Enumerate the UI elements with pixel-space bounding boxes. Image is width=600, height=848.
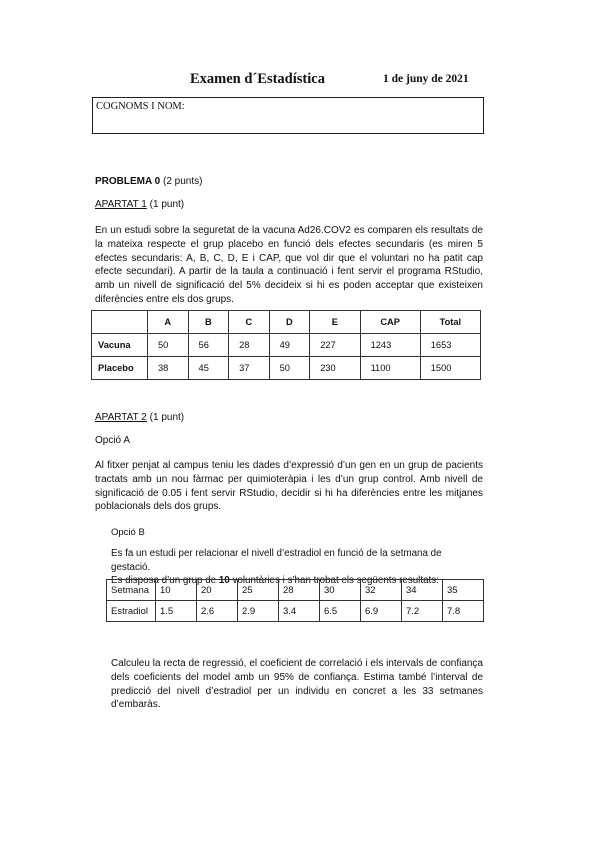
table-header-cell: D <box>269 311 310 334</box>
apartat2-points: (1 punt) <box>149 412 185 423</box>
table-cell: 35 <box>443 580 484 601</box>
table-header-cell: E <box>310 311 360 334</box>
table-cell: 28 <box>229 334 270 357</box>
table-cell: 56 <box>188 334 229 357</box>
table-row <box>92 334 481 357</box>
table-header-row <box>92 311 481 334</box>
table-row <box>107 580 484 601</box>
table-cell: 1500 <box>420 357 480 380</box>
opcio-a-text: Al fitxer penjat al campus teniu les dades d’expressió d’un gen en un grup de pacients tractats amb un nou fàrmac per quimioteràpia i les d’un grup control. Amb nivell de significació de 0.05 i fent servir RStudio, decidir si hi ha diferències entre les mitjanes poblacionals dels dos grups. <box>95 460 483 513</box>
table-cell: 1243 <box>360 334 420 357</box>
table-cell: 2.9 <box>238 601 279 622</box>
table-header-cell: Total <box>420 311 480 334</box>
name-field-box[interactable] <box>92 97 484 134</box>
apartat2-title: APARTAT 2 <box>95 412 147 423</box>
table-cell: 32 <box>361 580 402 601</box>
table-cell: 20 <box>197 580 238 601</box>
side-effects-table <box>91 310 481 380</box>
table-cell: 7.2 <box>402 601 443 622</box>
table-cell: 37 <box>229 357 270 380</box>
apartat1-text: En un estudi sobre la seguretat de la vacuna Ad26.COV2 es comparen els resultats de la mateixa respecte el grup placebo en funció dels efectes secundaris (es miren 5 efectes secundaris: A, B, C, D, E i CAP, que vol dir que el voluntari no ha patit cap efecte secundari). A partir de la taula a continuació i fent servir el programa RStudio, amb un nivell de significació del 5% decideix si hi es poden acceptar que existeixen diferències entre els dos grups. <box>95 225 483 305</box>
table-cell: 10 <box>156 580 197 601</box>
apartat1-heading <box>95 199 184 210</box>
intro-text: Es disposa d’un grup de <box>111 575 219 586</box>
table-cell: 6.9 <box>361 601 402 622</box>
table-cell: 38 <box>148 357 189 380</box>
table-cell: 2.6 <box>197 601 238 622</box>
intro-text: voluntàries i s’han trobat els següents resultats: <box>229 575 439 586</box>
problem-heading <box>95 176 202 187</box>
opcio-b-intro-line1: Es fa un estudi per relacionar el nivell d’estradiol en funció de la setmana de gestació. <box>111 548 442 573</box>
table-row-label: Vacuna <box>92 334 148 357</box>
table-cell: 6.5 <box>320 601 361 622</box>
table-header-cell <box>92 311 148 334</box>
table-cell: 28 <box>279 580 320 601</box>
table-row-label: Estradiol <box>107 601 156 622</box>
apartat1-title: APARTAT 1 <box>95 199 147 210</box>
problem-points: (2 punts) <box>162 176 203 187</box>
estradiol-table <box>106 579 484 622</box>
table-cell: 45 <box>188 357 229 380</box>
table-row <box>107 601 484 622</box>
table-cell: 49 <box>269 334 310 357</box>
intro-count: 10 <box>218 575 230 586</box>
table-header-cell: A <box>148 311 189 334</box>
table-cell: 1100 <box>360 357 420 380</box>
problem-title: PROBLEMA 0 <box>95 176 161 187</box>
table-cell: 1653 <box>420 334 480 357</box>
name-field-label: COGNOMS I NOM: <box>96 101 185 112</box>
exam-date: 1 de juny de 2021 <box>383 73 469 85</box>
table-cell: 227 <box>310 334 360 357</box>
table-row-label: Placebo <box>92 357 148 380</box>
table-cell: 7.8 <box>443 601 484 622</box>
table-cell: 1.5 <box>156 601 197 622</box>
opcio-b-question: Calculeu la recta de regressió, el coeficient de correlació i els intervals de confiança dels coeficients del model amb un 95% de confiança. Estima també l’interval de predicció del nivell d’estradiol per un individu en concret a les 33 setmanes d’embaràs. <box>111 658 483 711</box>
table-row-label: Setmana <box>107 580 156 601</box>
table-cell: 34 <box>402 580 443 601</box>
table-cell: 3.4 <box>279 601 320 622</box>
exam-title: Examen d´Estadística <box>190 71 325 87</box>
table-header-cell: CAP <box>360 311 420 334</box>
apartat1-points: (1 punt) <box>149 199 185 210</box>
table-cell: 230 <box>310 357 360 380</box>
table-cell: 50 <box>269 357 310 380</box>
table-header-cell: C <box>229 311 270 334</box>
apartat2-heading <box>95 412 184 423</box>
table-cell: 30 <box>320 580 361 601</box>
opcio-a-label: Opció A <box>95 435 131 446</box>
table-cell: 25 <box>238 580 279 601</box>
table-row <box>92 357 481 380</box>
table-cell: 50 <box>148 334 189 357</box>
opcio-b-label: Opció B <box>111 527 145 538</box>
table-header-cell: B <box>188 311 229 334</box>
